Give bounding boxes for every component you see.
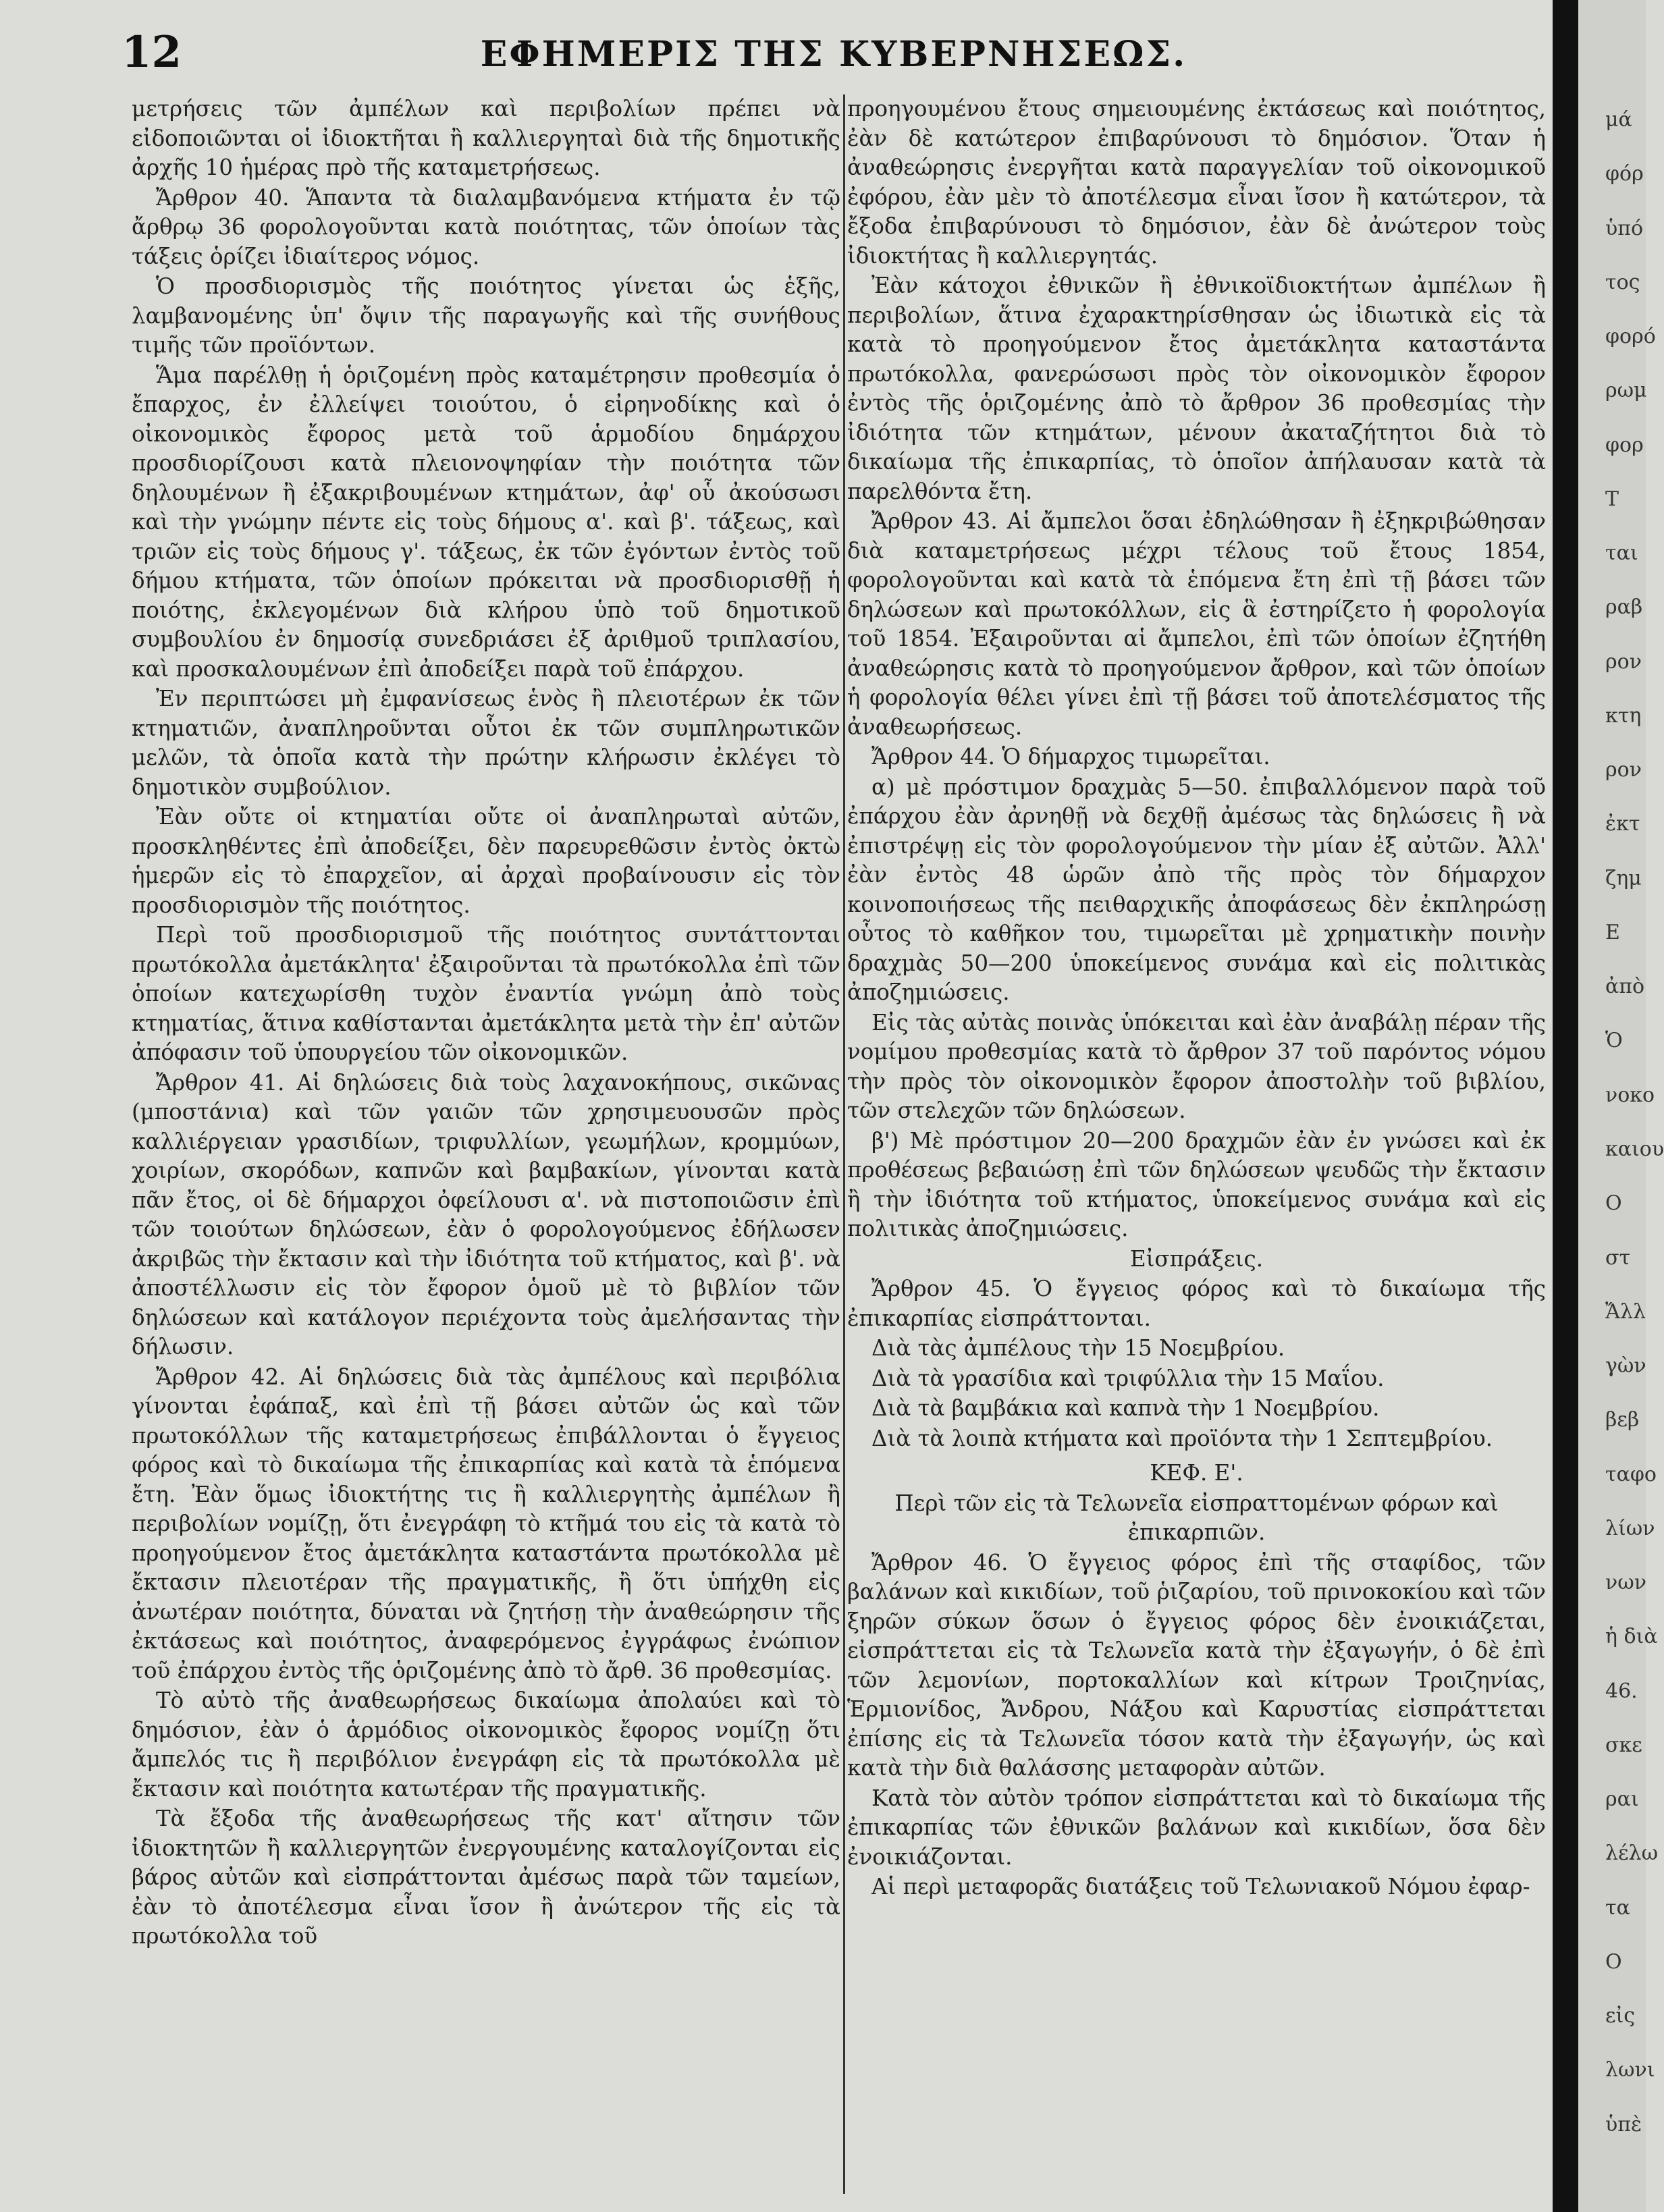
next-page-fragment: ραβ <box>1605 595 1643 620</box>
next-page-fragment: ἀπὸ <box>1605 975 1645 999</box>
column-divider <box>843 95 845 2194</box>
next-page-fragment: κτη <box>1605 703 1642 728</box>
next-page-fragment: σκε <box>1605 1733 1642 1757</box>
next-page-fragment: Ε <box>1605 920 1620 944</box>
next-page-fragment: Ο <box>1605 1949 1622 1974</box>
paragraph: Ὁ προσδιορισμὸς τῆς ποιότητος γίνεται ὡς ἑξῆς, λαμβανομένης ὑπ' ὄψιν τῆς παραγωγῆς καὶ τῆς συνήθους τιμῆς τῶν προϊόντων. <box>132 273 840 358</box>
next-page-fragment: ρωμ <box>1605 379 1647 403</box>
next-page-fragment: νων <box>1605 1571 1646 1595</box>
next-page-fragment: ζημ <box>1605 866 1642 890</box>
list-item: Διὰ τὰ λοιπὰ κτήματα καὶ προϊόντα τὴν 1 Σεπτεμβρίου. <box>871 1425 1493 1451</box>
next-page-fragment: λωνι <box>1605 2058 1655 2082</box>
paragraph: Ἄρθρον 46. Ὁ ἔγγειος φόρος ἐπὶ τῆς σταφίδος, τῶν βαλάνων καὶ κικιδίων, τοῦ ῥιζαρίου, τοῦ πρινοκοκίου καὶ τῶν ξηρῶν σύκων ὅσων ὁ ἔγγειος φόρος δὲν ἐνοικιάζεται, εἰσπράττεται εἰς τὰ Τελωνεῖα κατὰ τὴν ἐξαγωγήν, ὁ δὲ ἐπὶ τῶν λεμονίων, πορτοκαλλίων καὶ κίτρων Τροιζηνίας, Ἑρμιονίδος, Ἄνδρου, Νάξου καὶ Καρυστίας εἰσπράττεται ἐπίσης εἰς τὰ Τελωνεῖα τόσον κατὰ τὴν ἐξαγωγήν, ὡς καὶ κατὰ τὴν διὰ θαλάσσης μεταφορὰν αὐτῶν. <box>847 1549 1546 1781</box>
next-page-fragment: ὑπό <box>1605 216 1644 240</box>
next-page-fragment: ρον <box>1605 758 1642 782</box>
paragraph: Ἄρθρον 44. Ὁ δήμαρχος τιμωρεῖται. <box>871 744 1270 770</box>
chapter-subtitle: Περὶ τῶν εἰς τὰ Τελωνεῖα εἰσπραττομένων φόρων καὶ ἐπικαρπιῶν. <box>894 1490 1499 1545</box>
paragraph: Ἐὰν οὔτε οἱ κτηματίαι οὔτε οἱ ἀναπληρωταὶ αὐτῶν, προσκληθέντες ἐπὶ ἀποδείξει, δὲν παρευρεθῶσιν ἐντὸς ὀκτὼ ἡμερῶν εἰς τὸ ἐπαρχεῖον, αἱ ἀρχαὶ προβαίνουσιν εἰς τὸν προσδιορισμὸν τῆς ποιότητος. <box>132 804 840 918</box>
page-header <box>122 20 1546 81</box>
next-page-fragment: Ὁ <box>1605 1029 1623 1053</box>
next-page-fragment: βεβ <box>1605 1408 1640 1432</box>
list-item: Διὰ τὰ γρασίδια καὶ τριφύλλια τὴν 15 Μαΐου. <box>871 1365 1385 1391</box>
page-number: 12 <box>122 27 182 78</box>
paragraph: Ἄρθρον 43. Αἱ ἄμπελοι ὅσαι ἐδηλώθησαν ἢ ἐξηκριβώθησαν διὰ καταμετρήσεως μέχρι τέλους τοῦ ἔτους 1854, φορολογοῦνται καὶ κατὰ τὰ ἑπόμενα ἔτη ἐπὶ τῇ βάσει τῶν δηλώσεων καὶ πρωτοκόλλων, εἰς ἃ ἐστηρίζετο ἡ φορολογία τοῦ 1854. Ἐξαιροῦνται αἱ ἄμπελοι, ἐπὶ τῶν ὁποίων ἐζητήθη ἀναθεώρησις κατὰ τὸ προηγούμενον ἄρθρον, καὶ τῶν ὁποίων ἡ φορολογία θέλει γίνει ἐπὶ τῇ βάσει τοῦ ἀποτελέσματος τῆς ἀναθεωρήσεως. <box>847 508 1546 740</box>
book-gutter <box>1553 0 1578 2212</box>
paragraph: Αἱ περὶ μεταφορᾶς διατάξεις τοῦ Τελωνιακοῦ Νόμου ἐφαρ- <box>871 1874 1530 1899</box>
paragraph: Εἰς τὰς αὐτὰς ποινὰς ὑπόκειται καὶ ἐὰν ἀναβάλῃ πέραν τῆς νομίμου προθεσμίας κατὰ τὸ ἄρθρον 37 τοῦ παρόντος νόμου τὴν πρὸς τὸν οἰκονομικὸν ἔφορον ἀποστολὴν τοῦ βιβλίου, τῶν στελεχῶν τῶν δηλώσεων. <box>847 1009 1546 1123</box>
paragraph: Περὶ τοῦ προσδιορισμοῦ τῆς ποιότητος συντάττονται πρωτόκολλα ἀμετάκλητα' ἐξαιροῦνται τὰ πρωτόκολλα ἐπὶ τῶν ὁποίων κατεχωρίσθη τυχὸν ἐναντία γνώμη ἀπὸ τοὺς κτηματίας, ἅτινα καθίστανται ἀμετάκλητα μετὰ τὴν ἐπ' αὐτῶν ἀπόφασιν τοῦ ὑπουργείου τῶν οἰκονομικῶν. <box>132 922 840 1065</box>
paragraph: μετρήσεις τῶν ἀμπέλων καὶ περιβολίων πρέπει νὰ εἰδοποιῶνται οἱ ἰδιοκτῆται ἢ καλλιεργηταὶ διὰ τῆς δημοτικῆς ἀρχῆς 10 ἡμέρας πρὸ τῆς καταμετρήσεως. <box>132 96 840 180</box>
next-page-fragment: φορό <box>1605 325 1656 349</box>
section-heading: Εἰσπράξεις. <box>1129 1245 1264 1272</box>
next-page-fragment: τος <box>1605 270 1640 294</box>
paragraph: Ἄρθρον 45. Ὁ ἔγγειος φόρος καὶ τὸ δικαίωμα τῆς ἐπικαρπίας εἰσπράττονται. <box>847 1276 1546 1331</box>
next-page-fragment: Ἄλλ <box>1605 1299 1646 1324</box>
paragraph: προηγουμένου ἔτους σημειουμένης ἐκτάσεως καὶ ποιότητος, ἐὰν δὲ κατώτερον ἐπιβαρύνουσι τὸ δημόσιον. Ὅταν ἡ ἀναθεώρησις ἐνεργῆται κατὰ παραγγελίαν τοῦ οἰκονομικοῦ ἐφόρου, ἐὰν μὲν τὸ ἀποτέλεσμα εἶναι ἴσον ἢ κατώτερον, τὰ ἔξοδα ἐπιβαρύνουσι τὸ δημόσιον, ἐὰν δὲ ἀνώτερον τοὺς ἰδιοκτήτας ἢ καλλιεργητάς. <box>847 96 1546 269</box>
next-page-fragment: Ο <box>1605 1191 1622 1216</box>
paragraph: Κατὰ τὸν αὐτὸν τρόπον εἰσπράττεται καὶ τὸ δικαίωμα τῆς ἐπικαρπίας τῶν ἐθνικῶν βαλάνων καὶ κικιδίων, ὅσα δὲν ἐνοικιάζονται. <box>847 1785 1546 1870</box>
next-page-fragment: 46. <box>1605 1679 1638 1703</box>
next-page-fragment: ρον <box>1605 649 1642 674</box>
running-title: ΕΦΗΜΕΡΙΣ ΤΗΣ ΚΥΒΕΡΝΗΣΕΩΣ. <box>480 34 1187 75</box>
paragraph: Ἐὰν κάτοχοι ἐθνικῶν ἢ ἐθνικοϊδιοκτήτων ἀμπέλων ἢ περιβολίων, ἅτινα ἐχαρακτηρίσθησαν ὡς ἰδιωτικὰ εἰς τὰ κατὰ τὸ προηγούμενον ἔτος ἀμετάκλητα καταστάντα πρωτόκολλα, φανερώσωσι πρὸς τὸν οἰκονομικὸν ἔφορον ἐντὸς τῆς ὁριζομένης ἀπὸ τὸ ἄρθρον 36 προθεσμίας τὴν ἰδιότητα τῶν κτημάτων, μένουν ἀκαταζήτητοι διὰ τὸ δικαίωμα τῆς ἐπικαρπίας, τὸ ὁποῖον ἀπήλαυσαν κατὰ τὰ παρελθόντα ἔτη. <box>847 273 1546 504</box>
paragraph: β') Μὲ πρόστιμον 20—200 δραχμῶν ἐὰν ἐν γνώσει καὶ ἐκ προθέσεως βεβαιώσῃ ἐπὶ τῶν δηλώσεων ψευδῶς τὴν ἔκτασιν ἢ τὴν ἰδιότητα τοῦ κτήματος, ὑποκείμενος συνάμα καὶ εἰς πολιτικὰς ἀποζημιώσεις. <box>847 1127 1546 1241</box>
next-page-fragment: Τ <box>1605 487 1619 511</box>
paragraph: Ἐν περιπτώσει μὴ ἐμφανίσεως ἑνὸς ἢ πλειοτέρων ἐκ τῶν κτηματιῶν, ἀναπληροῦνται οὗτοι ἐκ τῶν συμπληρωτικῶν μελῶν, τὰ ὁποῖα κατὰ τὴν πρώτην κλήρωσιν ἐκλέγει τὸ δημοτικὸν συμβούλιον. <box>132 686 840 800</box>
list-item: Διὰ τὰς ἀμπέλους τὴν 15 Νοεμβρίου. <box>871 1335 1285 1361</box>
right-column <box>847 95 1546 2194</box>
next-page-fragment: ἐκτ <box>1605 812 1640 836</box>
next-page-edge <box>1578 0 1664 2212</box>
paragraph: α) μὲ πρόστιμον δραχμὰς 5—50. ἐπιβαλλόμενον παρὰ τοῦ ἐπάρχου ἐὰν ἀρνηθῇ νὰ δεχθῇ ἀμέσως τὰς δηλώσεις ἢ νὰ ἐπιστρέψῃ εἰς τὸν φορολογούμενον τὴν μίαν ἐξ αὐτῶν. Ἀλλ' ἐὰν ἐντὸς 48 ὡρῶν ἀπὸ τῆς πρὸς τὸν δήμαρχον κοινοποιήσεως τῆς πειθαρχικῆς ἀποφάσεως δὲν ἐκπληρώσῃ οὗτος τὸ καθῆκον του, τιμωρεῖται μὲ χρηματικὴν ποινὴν δραχμὰς 50—200 ὑποκείμενος συνάμα καὶ εἰς πολιτικὰς ἀποζημιώσεις. <box>847 774 1546 1005</box>
next-page-fragment: φόρ <box>1605 162 1644 186</box>
next-page-fragment: εἰς <box>1605 2004 1636 2028</box>
next-page-fragment: λέλω <box>1605 1841 1659 1866</box>
left-column <box>132 95 840 2194</box>
paragraph: Ἄρθρον 42. Αἱ δηλώσεις διὰ τὰς ἀμπέλους καὶ περιβόλια γίνονται ἐφάπαξ, καὶ ἐπὶ τῇ βάσει αὐτῶν ὡς καὶ τῶν πρωτοκόλλων τῆς καταμετρήσεως ἐπιβάλλονται ὁ ἔγγειος φόρος καὶ τὸ δικαίωμα τῆς ἐπικαρπίας καὶ κατὰ τὰ ἑπόμενα ἔτη. Ἐὰν ὅμως ἰδιοκτήτης τις ἢ καλλιεργητὴς ἀμπέλων ἢ περιβολίων νομίζῃ, ὅτι ἐνεγράφη τὸ κτῆμά του εἰς τὰ κατὰ τὸ προηγούμενον ἔτος ἀμετάκλητα καταστάντα πρωτόκολλα μὲ ἔκτασιν πλειοτέραν τῆς πραγματικῆς, ἢ ὅτι ὑπήχθη εἰς ἀνωτέραν ποιότητα, δύναται νὰ ζητήσῃ τὴν ἀναθεώρησιν τῆς ἐκτάσεως καὶ ποιότητος, ἀναφερόμενος ἐγγράφως ἐνώπιον τοῦ ἐπάρχου ἐντὸς τῆς ὁριζομένης ἀπὸ τὸ ἄρθ. 36 προθεσμίας. <box>132 1364 840 1683</box>
list-item: Διὰ τὰ βαμβάκια καὶ καπνὰ τὴν 1 Νοεμβρίου. <box>871 1395 1380 1421</box>
paragraph: Ἄρθρον 41. Αἱ δηλώσεις διὰ τοὺς λαχανοκήπους, σικῶνας (μποστάνια) καὶ τῶν γαιῶν τῶν χρησιμευουσῶν πρὸς καλλιέργειαν γρασιδίων, τριφυλλίων, γεωμήλων, κρομμύων, χοιρίων, σκορόδων, καπνῶν καὶ βαμβακίων, γίνονται κατὰ πᾶν ἔτος, οἱ δὲ δήμαρχοι ὀφείλουσι α'. νὰ πιστοποιῶσιν ἐπὶ τῶν τοιούτων δηλώσεων, ἐὰν ὁ φορολογούμενος ἐδήλωσεν ἀκριβῶς τὴν ἔκτασιν καὶ τὴν ἰδιότητα τοῦ κτήματος, καὶ β'. νὰ ἀποστέλλωσιν εἰς τὸν ἔφορον ὁμοῦ μὲ τὸ βιβλίον τῶν δηλώσεων καὶ κατάλογον περιέχοντα τοὺς ἀμελήσαντας τὴν δήλωσιν. <box>132 1069 840 1359</box>
next-page-fragment: νοκο <box>1605 1083 1655 1107</box>
next-page-fragment: ται <box>1605 541 1638 566</box>
next-page-fragment: καιου <box>1605 1137 1664 1161</box>
next-page-fragment: ἡ διὰ <box>1605 1625 1658 1649</box>
next-page-fragment: μά <box>1605 108 1632 132</box>
next-page-fragment: φορ <box>1605 433 1644 457</box>
paragraph: Ἄρθρον 40. Ἅπαντα τὰ διαλαμβανόμενα κτήματα ἐν τῷ ἄρθρῳ 36 φορολογοῦνται κατὰ ποιότητας, τῶν ὁποίων τὰς τάξεις ὁρίζει ἰδιαίτερος νόμος. <box>132 184 840 269</box>
next-page-fragment: ταφο <box>1605 1462 1657 1486</box>
paragraph: Ἅμα παρέλθῃ ἡ ὁριζομένη πρὸς καταμέτρησιν προθεσμία ὁ ἔπαρχος, ἐν ἐλλείψει τοιούτου, ὁ εἰρηνοδίκης καὶ ὁ οἰκονομικὸς ἔφορος μετὰ τοῦ ἁρμοδίου δημάρχου προσδιορίζουσι κατὰ πλειονοψηφίαν τὴν ποιότητα τῶν δηλουμένων ἢ ἐξακριβουμένων κτημάτων, ἀφ' οὗ ἀκούσωσι καὶ τὴν γνώμην πέντε εἰς τοὺς δήμους α'. καὶ β'. τάξεως, καὶ τριῶν εἰς τοὺς δήμους γ'. τάξεως, ἐκ τῶν ἐγόντων ἐντὸς τοῦ δήμου κτήματα, τῶν ὁποίων πρόκειται νὰ προσδιορισθῇ ἡ ποιότης, ἐκλεγομένων διὰ κλήρου ὑπὸ τοῦ δημοτικοῦ συμβουλίου ἐν δημοσίᾳ συνεδριάσει ἐξ ἀριθμοῦ τριπλασίου, καὶ προσκαλουμένων ἐπὶ ἀποδείξει παρὰ τοῦ ἐπάρχου. <box>132 362 840 682</box>
paragraph: Τὸ αὐτὸ τῆς ἀναθεωρήσεως δικαίωμα ἀπολαύει καὶ τὸ δημόσιον, ἐὰν ὁ ἁρμόδιος οἰκονομικὸς ἔφορος νομίζῃ ὅτι ἄμπελός τις ἢ περιβόλιον ἐνεγράφη εἰς τὰ πρωτόκολλα μὲ ἔκτασιν καὶ ποιότητα κατωτέραν τῆς πραγματικῆς. <box>132 1688 840 1802</box>
chapter-title: ΚΕΦ. Ε'. <box>1150 1460 1243 1486</box>
next-page-fragment: στ <box>1605 1245 1631 1270</box>
next-page-fragment: ραι <box>1605 1787 1639 1812</box>
paragraph: Τὰ ἔξοδα τῆς ἀναθεωρήσεως τῆς κατ' αἴτησιν τῶν ἰδιοκτητῶν ἢ καλλιεργητῶν ἐνεργουμένης καταλογίζονται εἰς βάρος αὐτῶν καὶ εἰσπράττονται ἀμέσως παρὰ τῶν ταμείων, ἐὰν τὸ ἀποτέλεσμα εἶναι ἴσον ἢ ἀνώτερον τῆς εἰς τὰ πρωτόκολλα τοῦ <box>132 1806 840 1949</box>
next-page-fragment: τα <box>1605 1895 1630 1920</box>
next-page-fragment: λίων <box>1605 1516 1655 1540</box>
next-page-fragment: γὼν <box>1605 1354 1646 1378</box>
next-page-fragment: ὑπὲ <box>1605 2112 1642 2136</box>
